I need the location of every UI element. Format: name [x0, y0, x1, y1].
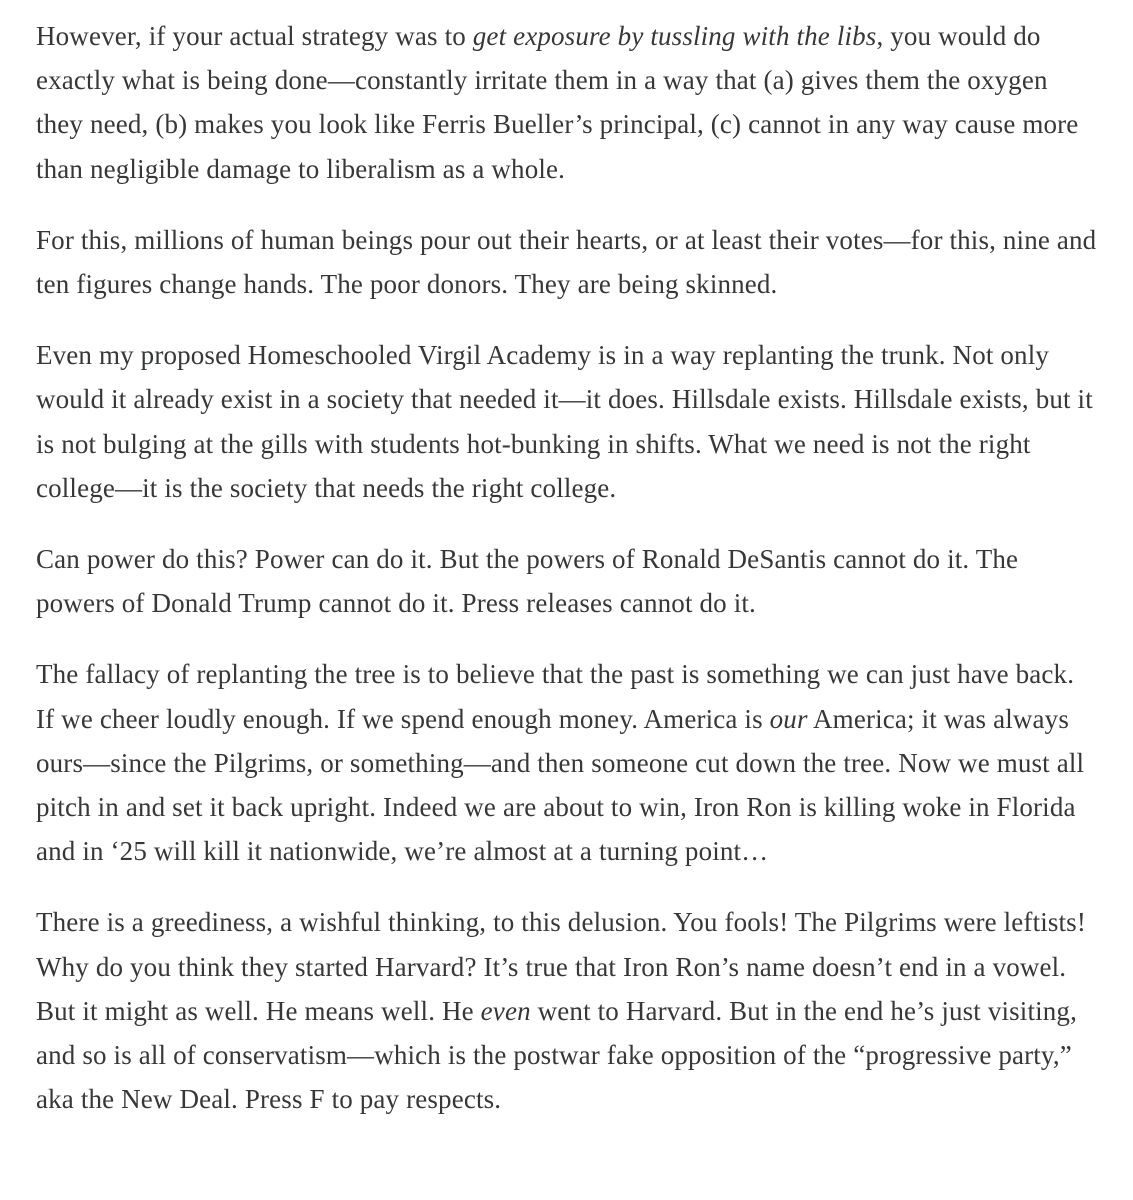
paragraph-text: went to Harvard. But in the end he’s just visiting, and so is all of conservatism—which is the postwar fake opposition of the “progressive party,” aka the New Deal. Press F to pay respects. [36, 995, 1077, 1115]
paragraph-text: The fallacy of replanting the tree is to believe that the past is something we can just have back. If we cheer loudly enough. If we spend enough money. America is [36, 659, 1075, 734]
paragraph [36, 652, 1097, 873]
paragraph-italic-text: our [769, 703, 808, 734]
paragraph-text: However, if your actual strategy was to [36, 21, 473, 51]
paragraph [36, 900, 1097, 1121]
paragraph [36, 333, 1097, 510]
paragraph-text: , you would do exactly what is being done—constantly irritate them in a way that (a) gives them the oxygen they need, (b) makes you look like Ferris Bueller’s principal, (c) cannot in any way cause more than negligible damage to liberalism as a whole. [36, 21, 1079, 184]
paragraph-italic-text: get exposure by tussling with the libs [472, 21, 877, 51]
paragraph [36, 218, 1097, 306]
paragraph-text: Can power do this? Power can do it. But the powers of Ronald DeSantis cannot do it. The powers of Donald Trump cannot do it. Press releases cannot do it. [36, 544, 1019, 619]
paragraph-text: There is a greediness, a wishful thinking, to this delusion. You fools! The Pilgrims were leftists! Why do you think they started Harvard? It’s true that Iron Ron’s name doesn’t end in a vowel. But it might as well. He means well. He [36, 907, 1086, 1026]
paragraph [36, 14, 1097, 191]
paragraph-text: For this, millions of human beings pour out their hearts, or at least their votes—for this, nine and ten figures change hands. The poor donors. They are being skinned. [36, 224, 1097, 300]
paragraph-text: America; it was always ours—since the Pilgrims, or something—and then someone cut down the tree. Now we must all pitch in and set it back upright. Indeed we are about to win, Iron Ron is killing woke in Florida and in ‘25 will kill it nationwide, we’re almost at a turning point… [36, 703, 1085, 867]
paragraph-text: Even my proposed Homeschooled Virgil Academy is in a way replanting the trunk. Not only would it already exist in a society that needed it—it does. Hillsdale exists. Hillsdale exists, but it is not bulging at the gills with students hot-bunking in shifts. What we need is not the right college—it is the society that needs the right college. [36, 340, 1093, 503]
paragraph [36, 537, 1097, 625]
paragraph-italic-text: even [480, 995, 531, 1026]
